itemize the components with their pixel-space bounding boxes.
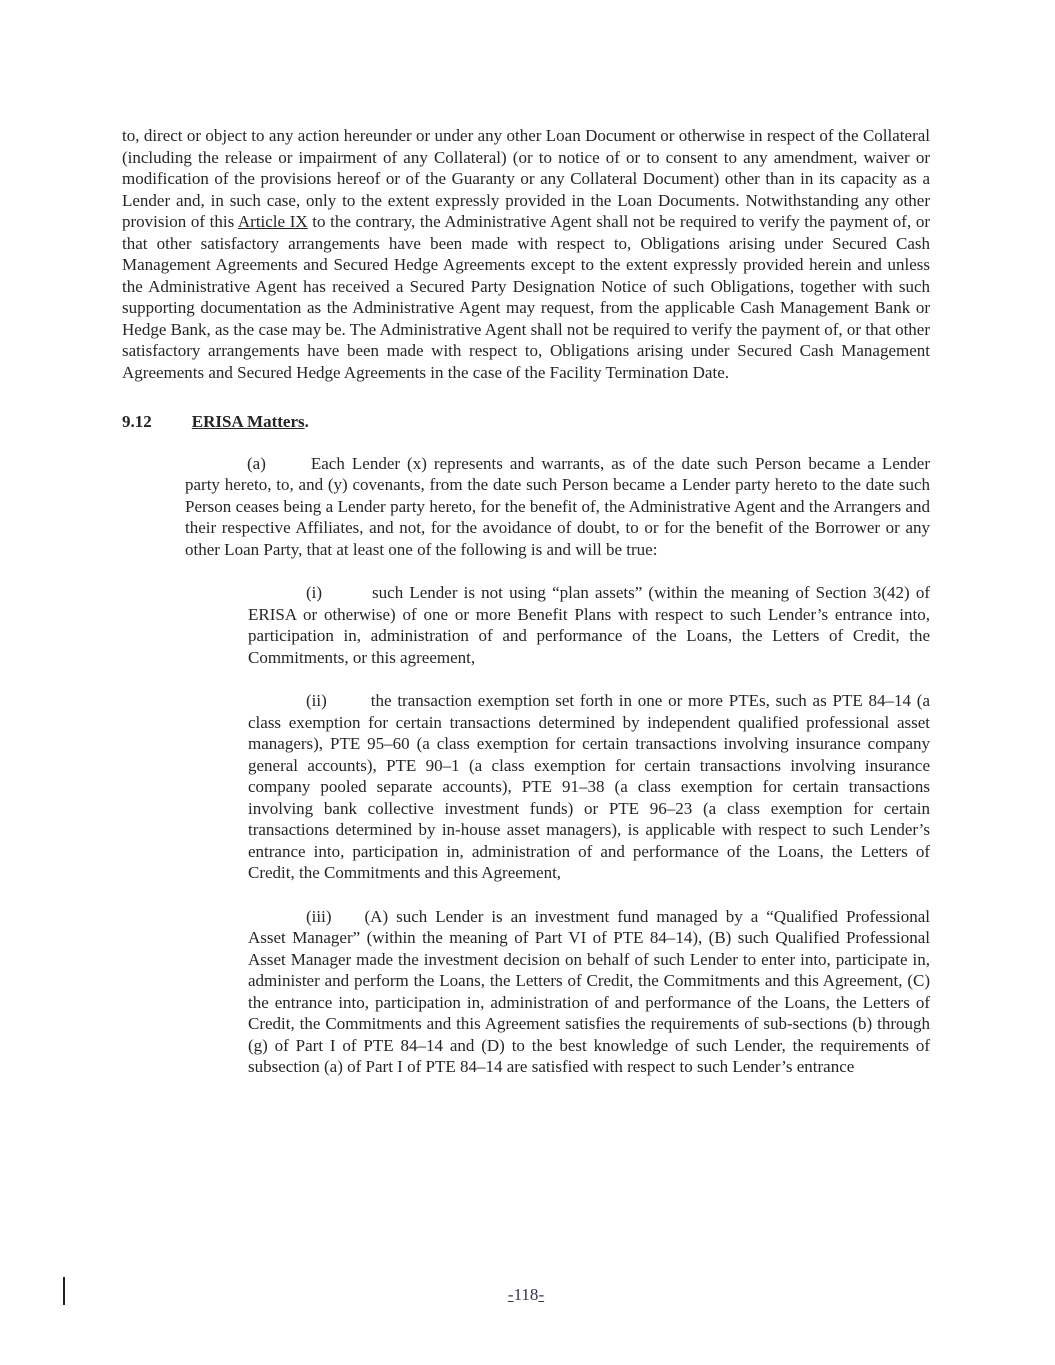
subclause-iii-tab-spacer (332, 921, 365, 922)
subclause-i-text: such Lender is not using “plan assets” (within the meaning of Section 3(42) of ERISA or otherwise) of one or more Benefit Plans with respect to such Lender’s entrance into, participation in, administration of and performance of the Loans, the Letters of Credit, the Commitments, or this agreement, (248, 583, 930, 667)
page-number-right-hyphen: - (538, 1285, 545, 1304)
article-ix-reference: Article IX (237, 212, 308, 231)
revision-change-bar (63, 1277, 65, 1305)
page-footer (122, 1284, 930, 1306)
document-body (122, 125, 930, 1078)
subclause-ii-text: the transaction exemption set forth in one or more PTEs, such as PTE 84–14 (a class exemption for certain transactions determined by independent qualified professional asset managers), PTE 95–60 (a class exemption for certain transactions involving insurance company general accounts), PTE 90–1 (a class exemption for certain transactions involving insurance company pooled separate accounts), PTE 91–38 (a class exemption for certain transactions involving bank collective investment funds) or PTE 96–23 (a class exemption for certain transactions determined by in-house asset managers), is applicable with respect to such Lender’s entrance into, participation in, administration of and performance of the Loans, the Letters of Credit, the Commitments and this Agreement, (248, 691, 930, 882)
subclause-i-tab-spacer (322, 597, 372, 598)
clause-a-text: Each Lender (x) represents and warrants, as of the date such Person became a Lender party hereto, to, and (y) covenants, from the date such Person became a Lender party hereto to the date such Person ceases being a Lender party hereto, for the benefit of, the Administrative Agent and the Arrangers and their respective Affiliates, and not, for the avoidance of doubt, to or for the benefit of the Borrower or any other Loan Party, that at least one of the following is and will be true: (185, 453, 930, 559)
clause-a-tab-spacer (266, 468, 311, 469)
clause-a-paragraph (185, 453, 930, 561)
subclause-ii-tab-spacer (327, 705, 371, 706)
paragraph-continuation (122, 125, 930, 383)
section-title-period: . (304, 412, 309, 431)
paragraph-text-pre: to, direct or object to any action hereunder or under any other Loan Document or otherwise in respect of the Collateral (including the release or impairment of any Collateral) (or to notice of or to consent to any amendment, waiver or modification of the provisions hereof or of the Guaranty or any Collateral Document) other than in its capacity as a Lender and, in such case, only to the extent expressly provided in the Loan Documents. Notwithstanding any other provision of this (122, 126, 930, 231)
page-number-left-hyphen: - (507, 1285, 514, 1304)
subclause-ii-label: (ii) (306, 691, 327, 710)
subclause-iii-paragraph (248, 906, 930, 1078)
section-number: 9.12 (122, 412, 152, 431)
subclause-ii-paragraph (248, 690, 930, 884)
section-heading (122, 411, 930, 433)
subclause-i-label: (i) (306, 583, 323, 602)
subclause-iii-text: (A) such Lender is an investment fund managed by a “Qualified Professional Asset Manager” (within the meaning of Part VI of PTE 84–14), (B) such Qualified Professional Asset Manager made the investment decision on behalf of such Lender to enter into, participate in, administer and perform the Loans, the Letters of Credit, the Commitments and this Agreement, (C) the entrance into, participation in, administration of and performance of the Loans, the Letters of Credit, the Commitments and this Agreement satisfies the requirements of sub-sections (b) through (g) of Part I of PTE 84–14 and (D) to the best knowledge of such Lender, the requirements of subsection (a) of Part I of PTE 84–14 are satisfied with respect to such Lender’s entrance (248, 906, 930, 1076)
clause-a-label: (a) (247, 453, 266, 473)
paragraph-text-post: to the contrary, the Administrative Agent shall not be required to verify the payment of, or that other satisfactory arrangements have been made with respect to, Obligations arising under Secured Cash Management Agreements and Secured Hedge Agreements except to the extent expressly provided herein and unless the Administrative Agent has received a Secured Party Designation Notice of such Obligations, together with such supporting documentation as the Administrative Agent may request, from the applicable Cash Management Bank or Hedge Bank, as the case may be. The Administrative Agent shall not be required to verify the payment of, or that other satisfactory arrangements have been made with respect to, Obligations arising under Secured Cash Management Agreements and Secured Hedge Agreements in the case of the Facility Termination Date. (122, 212, 930, 382)
page-number: 118 (513, 1285, 539, 1304)
subclause-i-paragraph (248, 582, 930, 668)
heading-tab-spacer (152, 426, 192, 427)
subclause-iii-label: (iii) (306, 906, 332, 926)
section-title: ERISA Matters (191, 412, 305, 431)
